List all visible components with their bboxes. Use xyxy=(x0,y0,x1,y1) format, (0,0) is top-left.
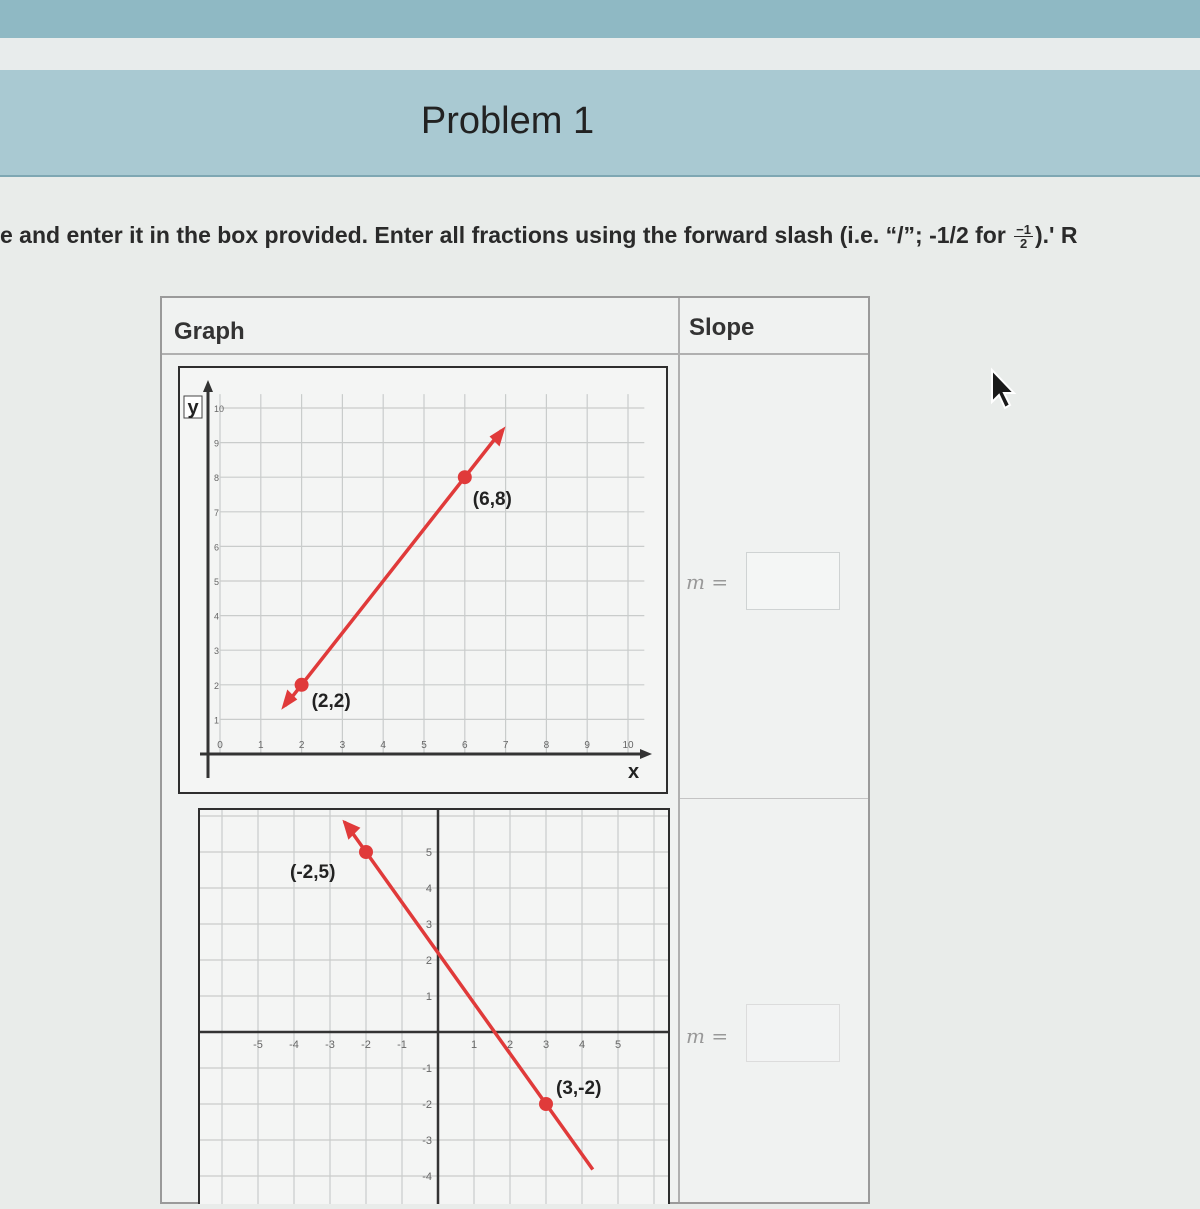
x-tick-label: 3 xyxy=(339,740,346,751)
x-tick-label: 2 xyxy=(506,1039,514,1051)
x-tick-label: -5 xyxy=(253,1039,263,1051)
column-divider xyxy=(678,298,680,1202)
data-point xyxy=(539,1097,553,1111)
y-tick-label: -3 xyxy=(422,1135,432,1147)
line-arrow-start xyxy=(342,820,360,840)
data-point xyxy=(295,678,309,692)
x-tick-label: -4 xyxy=(289,1039,299,1051)
point-label: (2,2) xyxy=(311,690,351,712)
graph-2 xyxy=(198,808,670,1204)
data-point xyxy=(359,845,373,859)
x-tick-label: 10 xyxy=(622,740,634,751)
fraction-denominator: 2 xyxy=(1019,236,1028,251)
x-axis-arrow xyxy=(640,749,652,759)
y-tick-label: 8 xyxy=(214,473,220,484)
slope-label-1: m = xyxy=(686,570,729,594)
x-tick-label: 4 xyxy=(578,1039,586,1051)
y-tick-label: 4 xyxy=(425,883,432,895)
mouse-cursor-icon xyxy=(986,366,1020,419)
y-axis-label: y xyxy=(187,397,199,419)
x-tick-label: 0 xyxy=(217,740,223,751)
y-tick-label: 1 xyxy=(425,991,432,1003)
graph-1 xyxy=(178,366,668,794)
example-fraction xyxy=(1014,223,1033,250)
header-divider xyxy=(162,353,868,355)
y-tick-label: 10 xyxy=(214,404,225,414)
y-tick-label: -4 xyxy=(422,1171,432,1183)
row-divider xyxy=(680,798,868,799)
point-label: (6,8) xyxy=(472,489,512,511)
y-tick-label: 4 xyxy=(214,611,220,622)
x-tick-label: 3 xyxy=(542,1039,550,1051)
y-tick-label: 2 xyxy=(425,955,432,967)
y-axis-arrow xyxy=(203,380,213,392)
x-tick-label: 5 xyxy=(614,1039,622,1051)
instructions-part-2: ).' R xyxy=(1035,222,1078,248)
x-tick-label: 5 xyxy=(421,740,427,751)
y-tick-label: 1 xyxy=(214,715,220,726)
graph-2-plot xyxy=(200,810,668,1204)
column-header-graph: Graph xyxy=(174,318,245,345)
fraction-numerator: −1 xyxy=(1016,222,1031,238)
x-tick-label: 1 xyxy=(470,1039,478,1051)
problem-title: Problem 1 xyxy=(420,100,595,142)
x-tick-label: -2 xyxy=(361,1039,371,1051)
y-tick-label: -2 xyxy=(422,1099,432,1111)
browser-top-band xyxy=(0,0,1200,38)
y-tick-label: 2 xyxy=(214,680,220,691)
y-tick-label: 9 xyxy=(214,438,220,449)
slope-input-2[interactable] xyxy=(746,1004,840,1062)
x-tick-label: 7 xyxy=(502,740,509,751)
column-header-slope: Slope xyxy=(689,314,755,341)
x-tick-label: -1 xyxy=(397,1039,407,1051)
x-tick-label: 4 xyxy=(380,740,386,751)
instructions-text xyxy=(0,222,1200,250)
x-tick-label: 9 xyxy=(584,740,590,751)
y-tick-label: -1 xyxy=(422,1063,432,1075)
y-tick-label: 6 xyxy=(214,542,220,553)
x-tick-label: -3 xyxy=(325,1039,335,1051)
instructions-part-1: e and enter it in the box provided. Enter all fractions using the forward slash (i.e. “/”; -1/2 for xyxy=(0,222,1013,248)
graph-1-plot xyxy=(180,368,666,792)
x-tick-label: 8 xyxy=(543,740,550,751)
y-tick-label: 5 xyxy=(214,577,220,587)
y-tick-label: 3 xyxy=(425,919,432,931)
point-label: (-2,5) xyxy=(290,862,336,883)
x-tick-label: 2 xyxy=(298,740,305,751)
point-label: (3,-2) xyxy=(556,1078,602,1099)
slope-label-2: m = xyxy=(686,1024,729,1048)
problem-table xyxy=(160,296,870,1204)
y-tick-label: 7 xyxy=(214,507,220,518)
toolbar-band xyxy=(0,38,1200,70)
x-tick-label: 6 xyxy=(462,740,468,751)
x-axis-label: x xyxy=(628,761,640,783)
slope-input-1[interactable] xyxy=(746,552,840,610)
x-tick-label: 1 xyxy=(258,740,264,751)
y-tick-label: 3 xyxy=(214,646,220,657)
y-tick-label: 5 xyxy=(425,847,432,859)
data-point xyxy=(458,470,472,484)
